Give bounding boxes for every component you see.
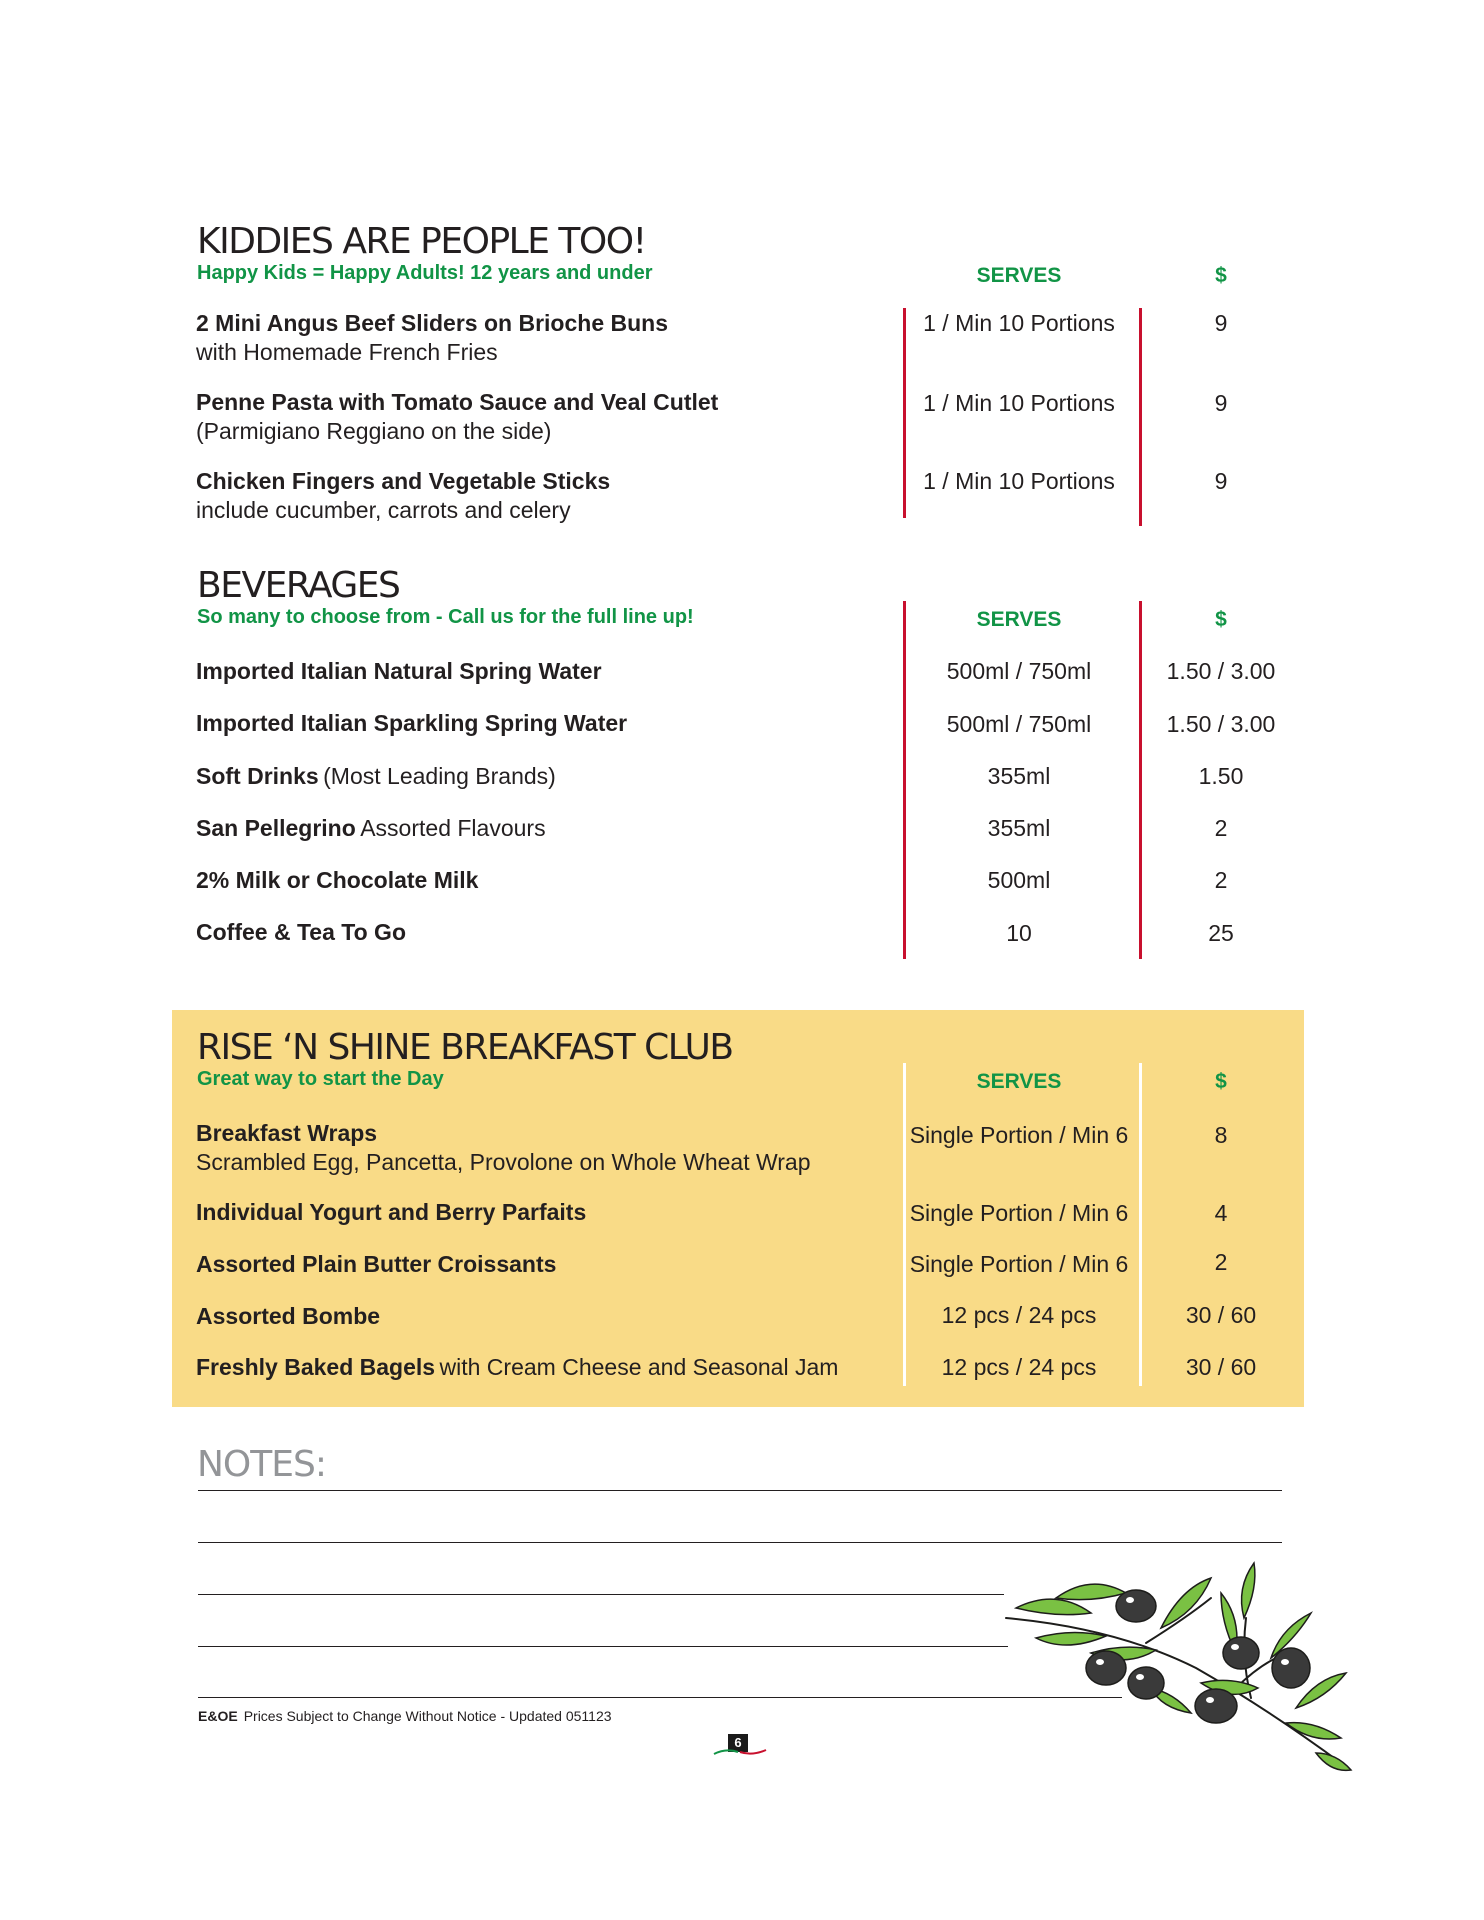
item-name: Chicken Fingers and Vegetable Sticks — [196, 468, 611, 494]
list-item — [196, 389, 718, 445]
item-name: Individual Yogurt and Berry Parfaits — [196, 1199, 587, 1225]
item-serves: 1 / Min 10 Portions — [923, 310, 1115, 336]
item-serves: 10 — [1006, 920, 1032, 946]
item-price: 1.50 — [1198, 763, 1244, 789]
item-serves: 1 / Min 10 Portions — [923, 390, 1115, 416]
list-item — [196, 815, 546, 842]
kids-section-subtitle: Happy Kids = Happy Adults! 12 years and under — [197, 262, 653, 284]
beverages-price-header: $ — [1215, 608, 1227, 631]
list-item — [196, 1199, 586, 1226]
item-name: Coffee & Tea To Go — [196, 919, 406, 945]
list-item — [196, 658, 602, 685]
item-price: 30 / 60 — [1185, 1354, 1257, 1380]
item-name: Assorted Plain Butter Croissants — [196, 1251, 557, 1277]
notes-line — [198, 1594, 1004, 1595]
item-serves: 355ml — [987, 815, 1051, 841]
item-name: 2 Mini Angus Beef Sliders on Brioche Buns — [196, 310, 668, 336]
item-name: Imported Italian Natural Spring Water — [196, 658, 602, 684]
footer-text: Prices Subject to Change Without Notice - Updated 051123 — [243, 1708, 612, 1724]
list-item — [196, 1120, 811, 1176]
list-item — [196, 710, 627, 737]
item-name: Soft Drinks — [196, 763, 319, 789]
item-name: Penne Pasta with Tomato Sauce and Veal Cutlet — [196, 389, 719, 415]
olive-branch-icon — [996, 1558, 1356, 1773]
item-name: Breakfast Wraps — [196, 1120, 378, 1146]
item-price: 1.50 / 3.00 — [1166, 711, 1276, 737]
item-price: 25 — [1208, 920, 1234, 946]
item-serves: 1 / Min 10 Portions — [923, 468, 1115, 494]
item-serves: 500ml / 750ml — [946, 711, 1092, 737]
item-name: San Pellegrino — [196, 815, 356, 841]
item-name: Freshly Baked Bagels — [196, 1354, 436, 1380]
item-serves: Single Portion / Min 6 — [909, 1122, 1129, 1148]
item-desc: include cucumber, carrots and celery — [196, 497, 571, 523]
item-desc: (Parmigiano Reggiano on the side) — [196, 418, 552, 444]
item-price: 2 — [1214, 867, 1228, 893]
list-item — [196, 763, 556, 790]
kids-section-title: KIDDIES ARE PEOPLE TOO! — [197, 221, 646, 262]
list-item — [196, 1303, 380, 1330]
notes-line — [198, 1490, 1282, 1491]
notes-title: NOTES: — [197, 1444, 326, 1485]
item-serves: 500ml / 750ml — [946, 658, 1092, 684]
item-name: Assorted Bombe — [196, 1303, 381, 1329]
item-serves: 12 pcs / 24 pcs — [941, 1354, 1097, 1380]
item-price: 1.50 / 3.00 — [1166, 658, 1276, 684]
item-serves: 12 pcs / 24 pcs — [941, 1302, 1097, 1328]
list-item — [196, 468, 610, 524]
breakfast-section-subtitle: Great way to start the Day — [197, 1068, 444, 1090]
item-desc: (Most Leading Brands) — [323, 763, 556, 789]
notes-line — [198, 1542, 1282, 1543]
item-desc: with Homemade French Fries — [196, 339, 498, 365]
page-number-flag-icon — [712, 1746, 768, 1758]
breakfast-section-title: RISE ‘N SHINE BREAKFAST CLUB — [197, 1027, 733, 1068]
breakfast-price-header: $ — [1215, 1070, 1227, 1093]
beverages-serves-header: SERVES — [976, 608, 1062, 631]
item-desc: Scrambled Egg, Pancetta, Provolone on Whole Wheat Wrap — [196, 1149, 811, 1175]
notes-line — [198, 1646, 1008, 1647]
item-serves: 355ml — [987, 763, 1051, 789]
item-price: 30 / 60 — [1185, 1302, 1257, 1328]
item-price: 9 — [1214, 390, 1228, 416]
item-price: 4 — [1214, 1200, 1228, 1226]
page-number: 6 — [728, 1734, 748, 1752]
item-desc: with Cream Cheese and Seasonal Jam — [439, 1354, 839, 1380]
item-price: 2 — [1214, 815, 1228, 841]
item-serves: 500ml — [987, 867, 1051, 893]
item-serves: Single Portion / Min 6 — [909, 1251, 1129, 1277]
breakfast-serves-header: SERVES — [976, 1070, 1062, 1093]
kids-serves-header: SERVES — [976, 264, 1062, 287]
kids-price-header: $ — [1215, 264, 1227, 287]
item-name: Imported Italian Sparkling Spring Water — [196, 710, 628, 736]
list-item — [196, 1251, 556, 1278]
notes-line — [198, 1697, 1122, 1698]
item-price: 9 — [1214, 310, 1228, 336]
item-desc: Assorted Flavours — [360, 815, 546, 841]
item-price: 8 — [1214, 1122, 1228, 1148]
list-item — [196, 919, 406, 946]
item-name: 2% Milk or Chocolate Milk — [196, 867, 479, 893]
item-price: 2 — [1214, 1249, 1228, 1275]
list-item — [196, 310, 668, 366]
list-item — [196, 867, 478, 894]
list-item — [196, 1354, 838, 1381]
footer-disclaimer — [198, 1708, 612, 1724]
item-serves: Single Portion / Min 6 — [909, 1200, 1129, 1226]
beverages-section-subtitle: So many to choose from - Call us for the full line up! — [197, 606, 694, 628]
footer-eoe: E&OE — [198, 1708, 238, 1724]
beverages-section-title: BEVERAGES — [197, 565, 400, 606]
item-price: 9 — [1214, 468, 1228, 494]
